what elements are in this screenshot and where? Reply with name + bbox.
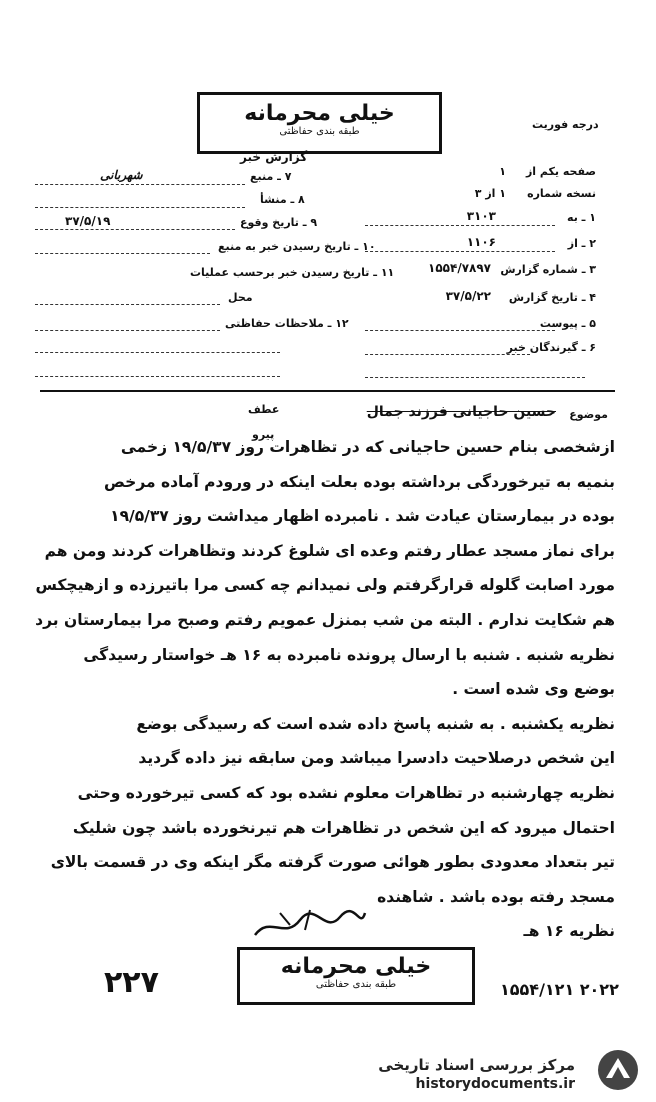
field-label: ۳ ـ شماره گزارش xyxy=(500,263,596,276)
subject-label: موضوع xyxy=(569,408,608,421)
field-label: صفحه یکم از xyxy=(525,165,596,178)
field-label: ۱ ـ به xyxy=(567,211,596,224)
field-label: ۹ ـ تاریخ وقوع xyxy=(240,216,318,229)
body-line: هم شکایت ندارم . البته من شب بمنزل عمویم رفتم وصبح مرا بیمارستان برد xyxy=(35,610,615,629)
watermark-url: historydocuments.ir xyxy=(415,1076,575,1092)
field-label: ۸ ـ منشأ xyxy=(260,193,305,206)
watermark-persian: مرکز بررسی اسناد تاریخی xyxy=(378,1056,575,1074)
body-line: تیر بتعداد معدودی بطور هوائی صورت گرفته مگر اینکه وی در قسمت بالای xyxy=(50,853,615,872)
field-label: ۶ ـ گیرندگان خبر xyxy=(506,341,596,354)
field-dots xyxy=(365,225,555,226)
field-dots xyxy=(365,330,555,331)
body-line: مورد اصابت گلوله قرارگرفتم ولی نمیدانم چه کسی مرا باتیرزده و ازهیچکس xyxy=(35,576,615,595)
field-label: ۴ ـ تاریخ گزارش xyxy=(508,291,596,304)
field-label: ۷ ـ منبع xyxy=(250,170,292,183)
field-dots xyxy=(35,330,220,331)
body-line: نظریه شنبه . شنبه با ارسال پرونده نامبرده به ۱۶ هـ خواستار رسیدگی xyxy=(83,645,615,664)
stamp-title: خیلی محرمانه xyxy=(244,101,395,126)
field-value: ۱ از ۳ xyxy=(474,187,506,200)
field-dots xyxy=(365,251,555,252)
subject-note-bottom: پیرو xyxy=(252,428,275,441)
priority-label: درجه فوریت xyxy=(532,118,599,131)
signature-icon xyxy=(250,905,370,945)
field-dots xyxy=(365,354,530,355)
body-line: برای نماز مسجد عطار رفتم وعده ای شلوغ کردند وتظاهرات کردند ومن هم xyxy=(44,541,615,560)
field-dots xyxy=(35,352,280,353)
field-label: ۱۰ ـ تاریخ رسیدن خبر به منبع xyxy=(218,240,376,253)
body-line: مسجد رفته بوده باشد . شاهنده xyxy=(377,887,615,906)
classification-stamp-bottom xyxy=(237,947,475,1005)
field-dots xyxy=(35,184,245,185)
field-value: ۳۷/۵/۱۹ xyxy=(65,214,111,228)
report-type: گزارش خبر xyxy=(240,150,308,164)
body-line: ازشخصی بنام حسین حاجیانی که در تظاهرات روز ۱۹/۵/۳۷ زخمی xyxy=(120,438,615,456)
field-dots xyxy=(35,376,280,377)
field-value: ۳۱۰۳ xyxy=(466,209,496,223)
stamp-subtitle: طبقه بندی حفاظتی xyxy=(279,126,360,137)
report-body xyxy=(35,430,615,949)
field-label: ۱۱ ـ تاریخ رسیدن خبر برحسب عملیات xyxy=(190,266,395,279)
body-line: این شخص درصلاحیت دادسرا میباشد ومن سابقه نیز داده گردید xyxy=(138,749,615,768)
body-line: بوده در بیمارستان عیادت شد . نامبرده اظهار میداشت روز ۱۹/۵/۳۷ xyxy=(110,507,615,526)
field-label: ۵ ـ پیوست xyxy=(539,317,596,330)
field-dots xyxy=(35,229,235,230)
page-number: ۲۲۷ xyxy=(104,965,159,1000)
body-line: بوضع وی شده است . xyxy=(452,680,615,699)
subject-note-top: عطف xyxy=(248,403,280,416)
reference-number: ۱۵۵۴/۱۲۱ ۲۰۲۲ xyxy=(500,980,619,999)
body-line: نظریه چهارشنبه در تظاهرات معلوم نشده بود که کسی تیرخورده وحتی xyxy=(77,783,615,802)
subject-value: حسین حاجیانی فرزند جمال xyxy=(366,404,556,420)
archive-logo-icon xyxy=(596,1048,640,1092)
archive-watermark xyxy=(345,1048,645,1092)
body-line: بنمیه به تیرخوردگی برداشته بوده بعلت اینکه در ورودم آماده مرخص xyxy=(104,472,615,491)
field-label: نسخه شماره xyxy=(527,187,596,200)
field-label: ۱۲ ـ ملاحظات حفاظتی xyxy=(225,317,349,330)
stamp-title: خیلی محرمانه xyxy=(280,954,432,979)
field-value: شهربانی xyxy=(100,168,143,182)
field-value: ۱۵۵۴/۷۸۹۷ xyxy=(428,261,491,275)
field-dots xyxy=(35,304,220,305)
body-line: نظریه یکشنبه . به شنبه پاسخ داده شده است که رسیدگی بوضع xyxy=(136,714,615,733)
field-value: ۱ xyxy=(499,165,506,178)
header-divider xyxy=(40,390,615,392)
classification-stamp-top xyxy=(197,92,442,154)
field-label: ۲ ـ از xyxy=(567,237,596,250)
body-line: نظریه ۱۶ هـ xyxy=(523,922,615,941)
field-label: محل xyxy=(228,291,253,304)
body-line: احتمال میرود که این شخص در تظاهرات هم تیرنخورده باشد چون شلیک xyxy=(72,818,615,837)
field-dots xyxy=(365,377,585,378)
field-dots xyxy=(35,207,245,208)
field-value: ۱۱۰۶ xyxy=(466,235,496,249)
field-value: ۳۷/۵/۲۲ xyxy=(445,289,491,303)
field-dots xyxy=(35,253,210,254)
stamp-subtitle: طبقه بندی حفاظتی xyxy=(315,979,397,990)
